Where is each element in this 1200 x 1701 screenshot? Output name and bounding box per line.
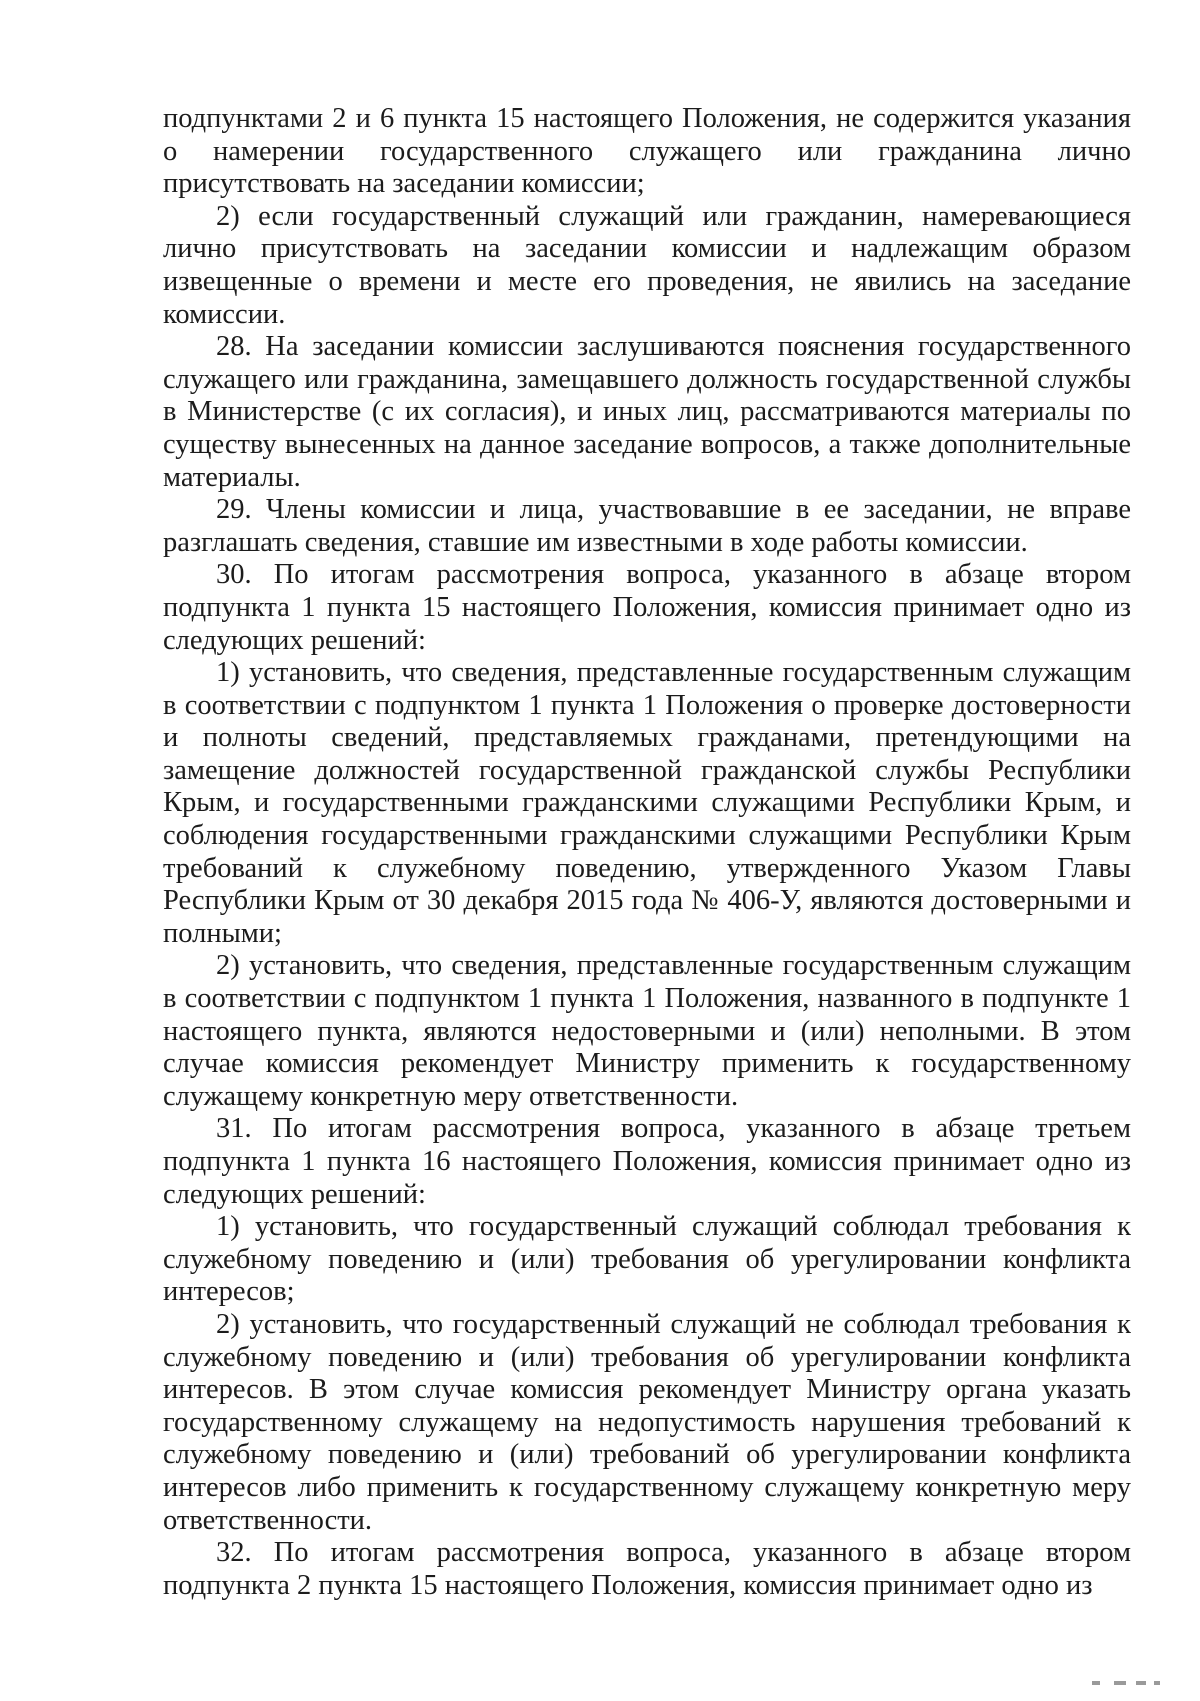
paragraph-30-subitem-2: 2) установить, что сведения, представленные государственным служащим в соответствии с подпунктом 1 пункта 1 Положения, названного в подпункте 1 настоящего пункта, являются недостоверными и (или) неполными. В этом случае комиссия рекомендует Министру применить к государственному служащему конкретную меру ответственности. [163, 950, 1131, 1112]
paragraph-subitem-2-nonappearance: 2) если государственный служащий или гражданин, намеревающиеся лично присутствовать на заседании комиссии и надлежащим образом извещенные о времени и месте его проведения, не явились на заседание комиссии. [163, 200, 1131, 330]
paragraph-31-subitem-2: 2) установить, что государственный служащий не соблюдал требования к служебному поведению и (или) требования об урегулировании конфликта интересов. В этом случае комиссия рекомендует Министру органа указать государственному служащему на недопустимость нарушения требований к служебному поведению и (или) требований об урегулировании конфликта интересов либо применить к государственному служащему конкретную меру ответственности. [163, 1308, 1131, 1536]
scan-edge-mark [1092, 1681, 1162, 1689]
paragraph-continuation: подпунктами 2 и 6 пункта 15 настоящего Положения, не содержится указания о намерении государственного служащего или гражданина лично присутствовать на заседании комиссии; [163, 103, 1131, 200]
paragraph-28: 28. На заседании комиссии заслушиваются пояснения государственного служащего или гражданина, замещавшего должность государственной службы в Министерстве (с их согласия), и иных лиц, рассматриваются материалы по существу вынесенных на данное заседание вопросов, а также дополнительные материалы. [163, 331, 1131, 493]
paragraph-31: 31. По итогам рассмотрения вопроса, указанного в абзаце третьем подпункта 1 пункта 16 настоящего Положения, комиссия принимает одно из следующих решений: [163, 1113, 1131, 1210]
paragraph-29: 29. Члены комиссии и лица, участвовавшие в ее заседании, не вправе разглашать сведения, ставшие им известными в ходе работы комиссии. [163, 494, 1131, 558]
paragraph-30: 30. По итогам рассмотрения вопроса, указанного в абзаце втором подпункта 1 пункта 15 настоящего Положения, комиссия принимает одно из следующих решений: [163, 559, 1131, 656]
paragraph-31-subitem-1: 1) установить, что государственный служащий соблюдал требования к служебному поведению и (или) требования об урегулировании конфликта интересов; [163, 1211, 1131, 1308]
paragraph-32: 32. По итогам рассмотрения вопроса, указанного в абзаце втором подпункта 2 пункта 15 настоящего Положения, комиссия принимает одно из [163, 1537, 1131, 1601]
paragraph-30-subitem-1: 1) установить, что сведения, представленные государственным служащим в соответствии с подпунктом 1 пункта 1 Положения о проверке достоверности и полноты сведений, представляемых гражданами, претендующими на замещение должностей государственной гражданской службы Республики Крым, и государственными гражданскими служащими Республики Крым, и соблюдения государственными гражданскими служащими Республики Крым требований к служебному поведению, утвержденного Указом Главы Республики Крым от 30 декабря 2015 года № 406-У, являются достоверными и полными; [163, 657, 1131, 949]
document-body [163, 103, 1131, 1602]
